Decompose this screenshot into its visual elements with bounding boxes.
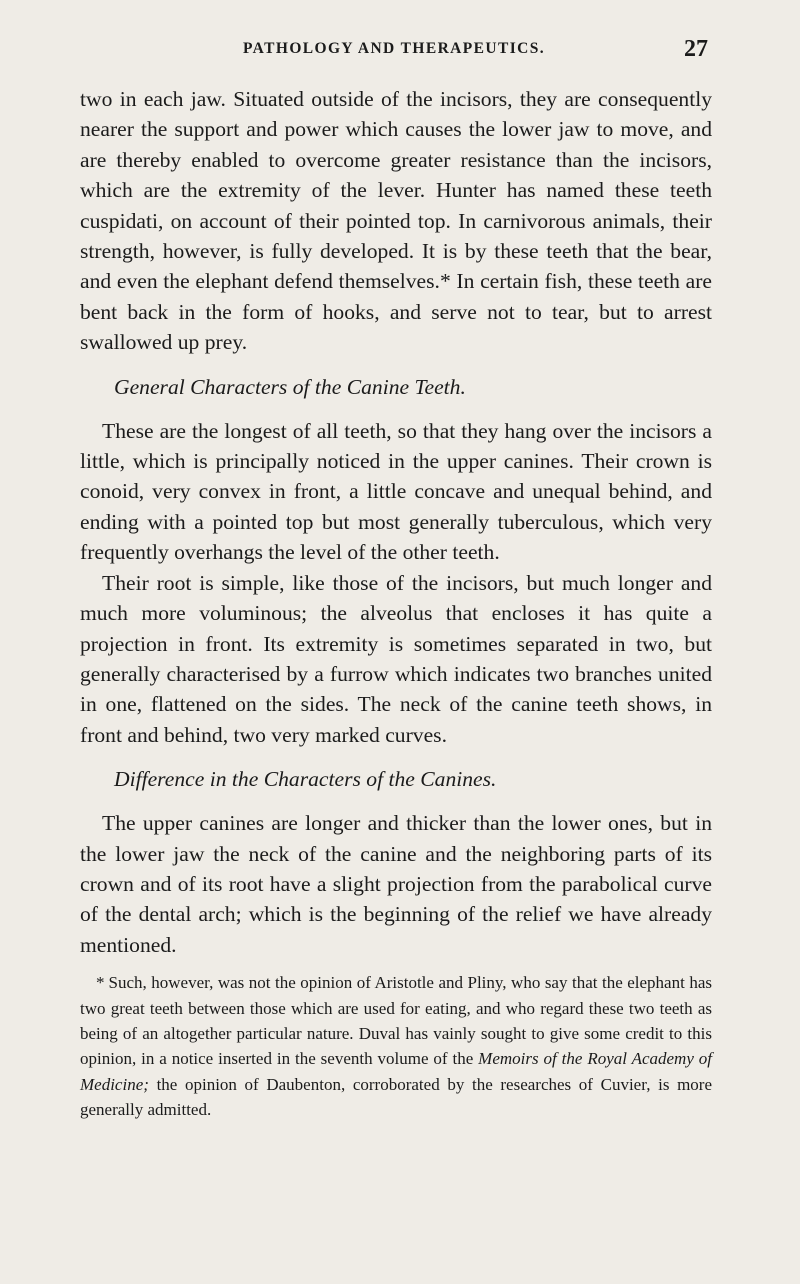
paragraph-continuation: two in each jaw. Situated outside of the incisors, they are consequently nearer the support and power which causes the lower jaw to move, and are thereby enabled to overcome greater resistance than the incisors, which are the extremity of the lever. Hunter has named these teeth cuspidati, on account of their pointed top. In carnivorous animals, their strength, however, is fully developed. It is by these teeth that the bear, and even the elephant defend themselves.* In certain fish, these teeth are bent back in the form of hooks, and serve not to tear, but to arrest swallowed up prey. xyxy=(80,87,712,355)
page-number: 27 xyxy=(684,36,708,62)
paragraph-upper-lower: The upper canines are longer and thicker than the lower ones, but in the lower jaw the neck of the canine and the neighboring parts of its crown and of its root have a slight projection from the parabolical curve of the dental arch; which is the beginning of the relief we have already mentioned. xyxy=(80,811,712,957)
footnote-text-before: Such, however, was not the opinion of Aristotle and Pliny, who say that the elephant has two great teeth between those which are used for eating, and who regard these two teeth as being of an altogether particular nature. Duval has vainly sought to give some credit to this opinion, in a notice inserted in the seventh volume of the xyxy=(80,973,712,1069)
body-text xyxy=(80,84,712,1123)
paragraph-root: Their root is simple, like those of the incisors, but much longer and much more voluminous; the alveolus that encloses it has quite a projection in front. Its extremity is sometimes separated in two, but generally characterised by a furrow which indicates two branches united in one, flattened on the sides. The neck of the canine teeth shows, in front and behind, two very marked curves. xyxy=(80,570,712,747)
paragraph-crown: These are the longest of all teeth, so that they hang over the incisors a little, which is principally noticed in the upper canines. Their crown is conoid, very convex in front, a little concave and unequal behind, and ending with a pointed top but most generally tuberculous, which very frequently overhangs the level of the other teeth. xyxy=(80,418,712,565)
section-heading-difference: Difference in the Characters of the Canines. xyxy=(114,767,497,792)
footnote-text-after: the opinion of Daubenton, corroborated by the researches of Cuvier, is more generally admitted. xyxy=(80,1074,713,1120)
footnote xyxy=(80,970,712,1122)
section-heading-general-characters: General Characters of the Canine Teeth. xyxy=(114,374,466,399)
footnote-italic-title: Memoirs of the Royal Academy of Medicine; xyxy=(80,1049,713,1094)
footnote-mark: * xyxy=(96,973,105,993)
running-title: PATHOLOGY AND THERAPEUTICS. xyxy=(242,40,546,57)
